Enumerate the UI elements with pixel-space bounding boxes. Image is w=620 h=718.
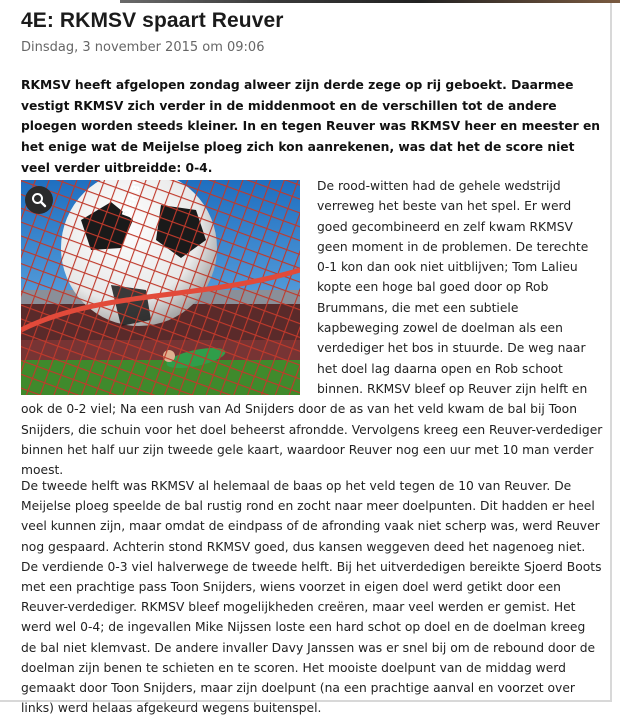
article-date: Dinsdag, 3 november 2015 om 09:06 bbox=[21, 40, 265, 55]
article-lead: RKMSV heeft afgelopen zondag alweer zijn derde zege op rij geboekt. Daarmee vestigt RKMSV zich verder in de middenmoot en de verschillen tot de andere ploegen worden steeds kleiner. In en tegen Reuver was RKMSV heer en meester en het enige wat de Meijelse ploeg zich kon aanrekenen, was dat het de score niet veel verder uitbreidde: 0-4. bbox=[21, 78, 601, 175]
article-paragraph-2: De tweede helft was RKMSV al helemaal de baas op het veld tegen de 10 van Reuver. De Meijelse ploeg speelde de bal rustig rond en zocht naar meer doelpunten. Dit hadden er heel veel kunnen zijn, maar omdat de eindpass of de afronding vaak niet scherp was, werd Reuver nog gespaard. Achterin stond RKMSV goed, dus kansen weggeven deed het nagenoeg niet. De verdiende 0-3 viel halverwege de tweede helft. Bij het uitverdedigen bereikte Sjoerd Boots met een prachtige pass Toon Snijders, wiens voorzet in eigen doel werd getikt door een Reuver-verdediger. RKMSV bleef mogelijkheden creëren, maar veel werden er gemist. Het werd wel 0-4; de ingevallen Mike Nijssen loste een hard schot op doel en de doelman kreeg de bal niet klemvast. De andere invaller Davy Janssen was er snel bij om de rebound door de doelman zijn benen te schieten en te scoren. Het mooiste doelpunt van de middag werd gemaakt door Toon Snijders, maar zijn doelpunt (na een prachtige aanval en voorzet over links) werd helaas afgekeurd wegens buitenspel. bbox=[21, 479, 602, 716]
header-image-strip bbox=[120, 0, 620, 3]
article-paragraph-1 bbox=[21, 176, 603, 480]
paragraph-1-text: De rood-witten had de gehele wedstrijd verreweg het beste van het spel. Er werd goed gecombineerd en zelf kwam RKMSV geen moment in de problemen. De terechte 0-1 kon dan ook niet uitblijven; Tom Lalieu kopte een hoge bal goed door op Rob Brummans, die met een subtiele kapbeweging zowel de doelman als een verdediger het bos in stuurde. De weg naar het doel lag daarna open en Rob schoot binnen. RKMSV bleef op Reuver zijn helft en ook de 0-2 viel; Na een rush van Ad Snijders door de as van het veld kwam de bal bij Toon Snijders, die schuin voor het doel beheerst afrondde. Vervolgens kreeg een Reuver-verdediger binnen het half uur zijn tweede gele kaart, waardoor Reuver nog een uur met 10 man verder moest. bbox=[21, 179, 603, 478]
article-title: 4E: RKMSV spaart Reuver bbox=[21, 9, 284, 32]
